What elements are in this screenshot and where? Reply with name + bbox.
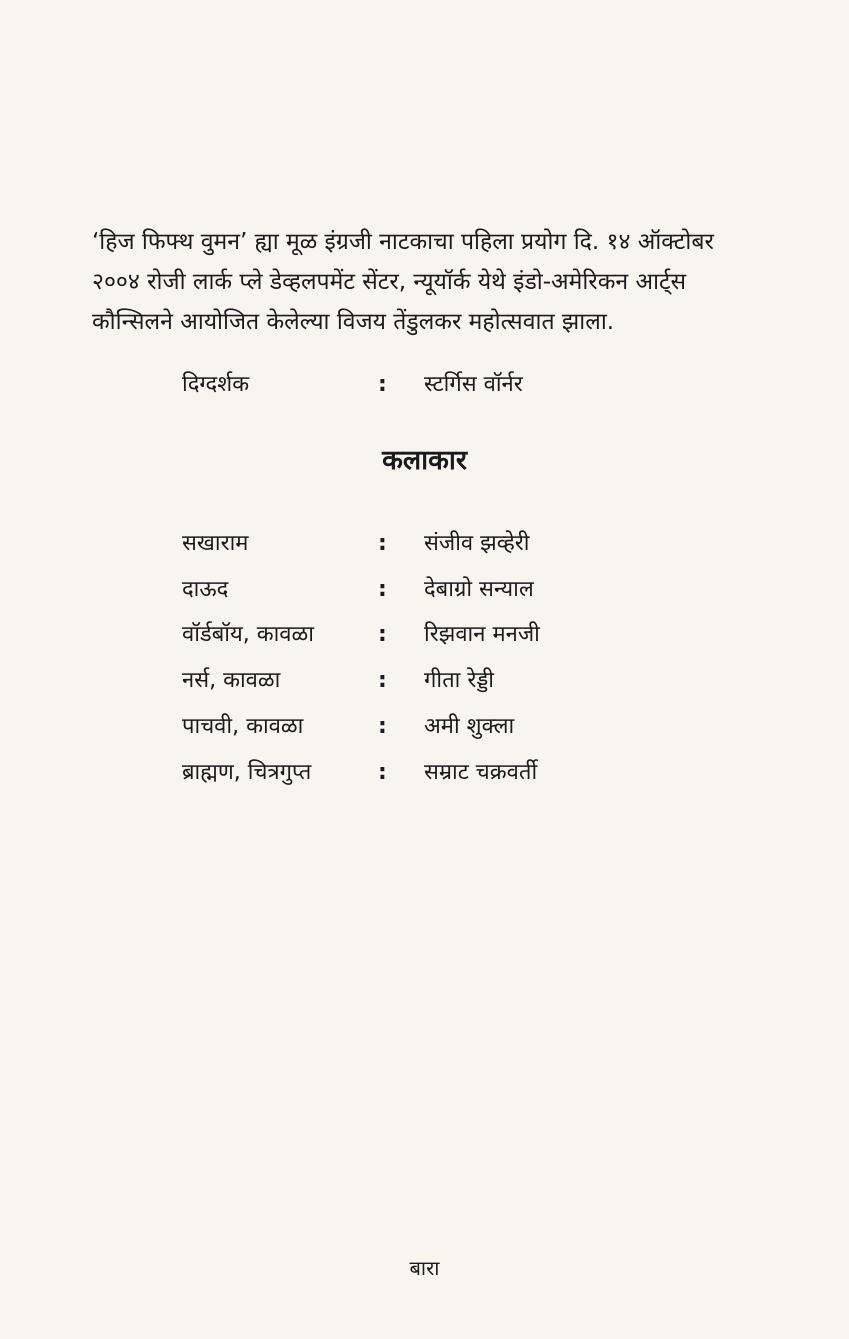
director-row <box>0 365 849 405</box>
cast-separator: : <box>378 531 387 556</box>
cast-heading: कलाकार <box>382 445 467 476</box>
director-name: स्टर्गिस वॉर्नर <box>424 372 523 397</box>
intro-paragraph <box>92 222 772 342</box>
cast-row <box>0 615 849 655</box>
cast-row <box>0 707 849 747</box>
cast-separator: : <box>378 760 387 785</box>
director-role: दिग्दर्शक <box>182 372 250 397</box>
cast-row <box>0 753 849 793</box>
cast-row <box>0 524 849 564</box>
cast-row <box>0 570 849 610</box>
cast-role: पाचवी, कावळा <box>182 714 304 739</box>
cast-role: वॉर्डबॉय, कावळा <box>182 622 314 647</box>
cast-separator: : <box>378 668 387 693</box>
cast-name: संजीव झव्हेरी <box>424 531 530 556</box>
intro-line-3: कौन्सिलने आयोजित केलेल्या विजय तेंडुलकर महोत्सवात झाला. <box>92 309 615 335</box>
cast-role: ब्राह्मण, चित्रगुप्त <box>182 760 312 785</box>
cast-separator: : <box>378 577 387 602</box>
intro-line-2: २००४ रोजी लार्क प्ले डेव्हलपमेंट सेंटर, न्यूयॉर्क येथे इंडो-अमेरिकन आर्ट्स <box>92 269 687 295</box>
cast-name: अमी शुक्ला <box>424 714 515 739</box>
cast-role: नर्स, कावळा <box>182 668 281 693</box>
cast-separator: : <box>378 714 387 739</box>
cast-separator: : <box>378 622 387 647</box>
director-separator: : <box>378 372 387 397</box>
page-number: बारा <box>409 1256 440 1280</box>
cast-row <box>0 661 849 701</box>
cast-name: गीता रेड्डी <box>424 668 494 693</box>
cast-role: दाऊद <box>182 577 229 602</box>
cast-name: देबाग्रो सन्याल <box>424 577 534 602</box>
cast-role: सखाराम <box>182 531 249 556</box>
cast-name: रिझवान मनजी <box>424 622 540 647</box>
cast-name: सम्राट चक्रवर्ती <box>424 760 538 785</box>
intro-line-1: ‘हिज फिफ्थ वुमन’ ह्या मूळ इंग्रजी नाटकाचा पहिला प्रयोग दि. १४ ऑक्टोबर <box>92 229 714 255</box>
